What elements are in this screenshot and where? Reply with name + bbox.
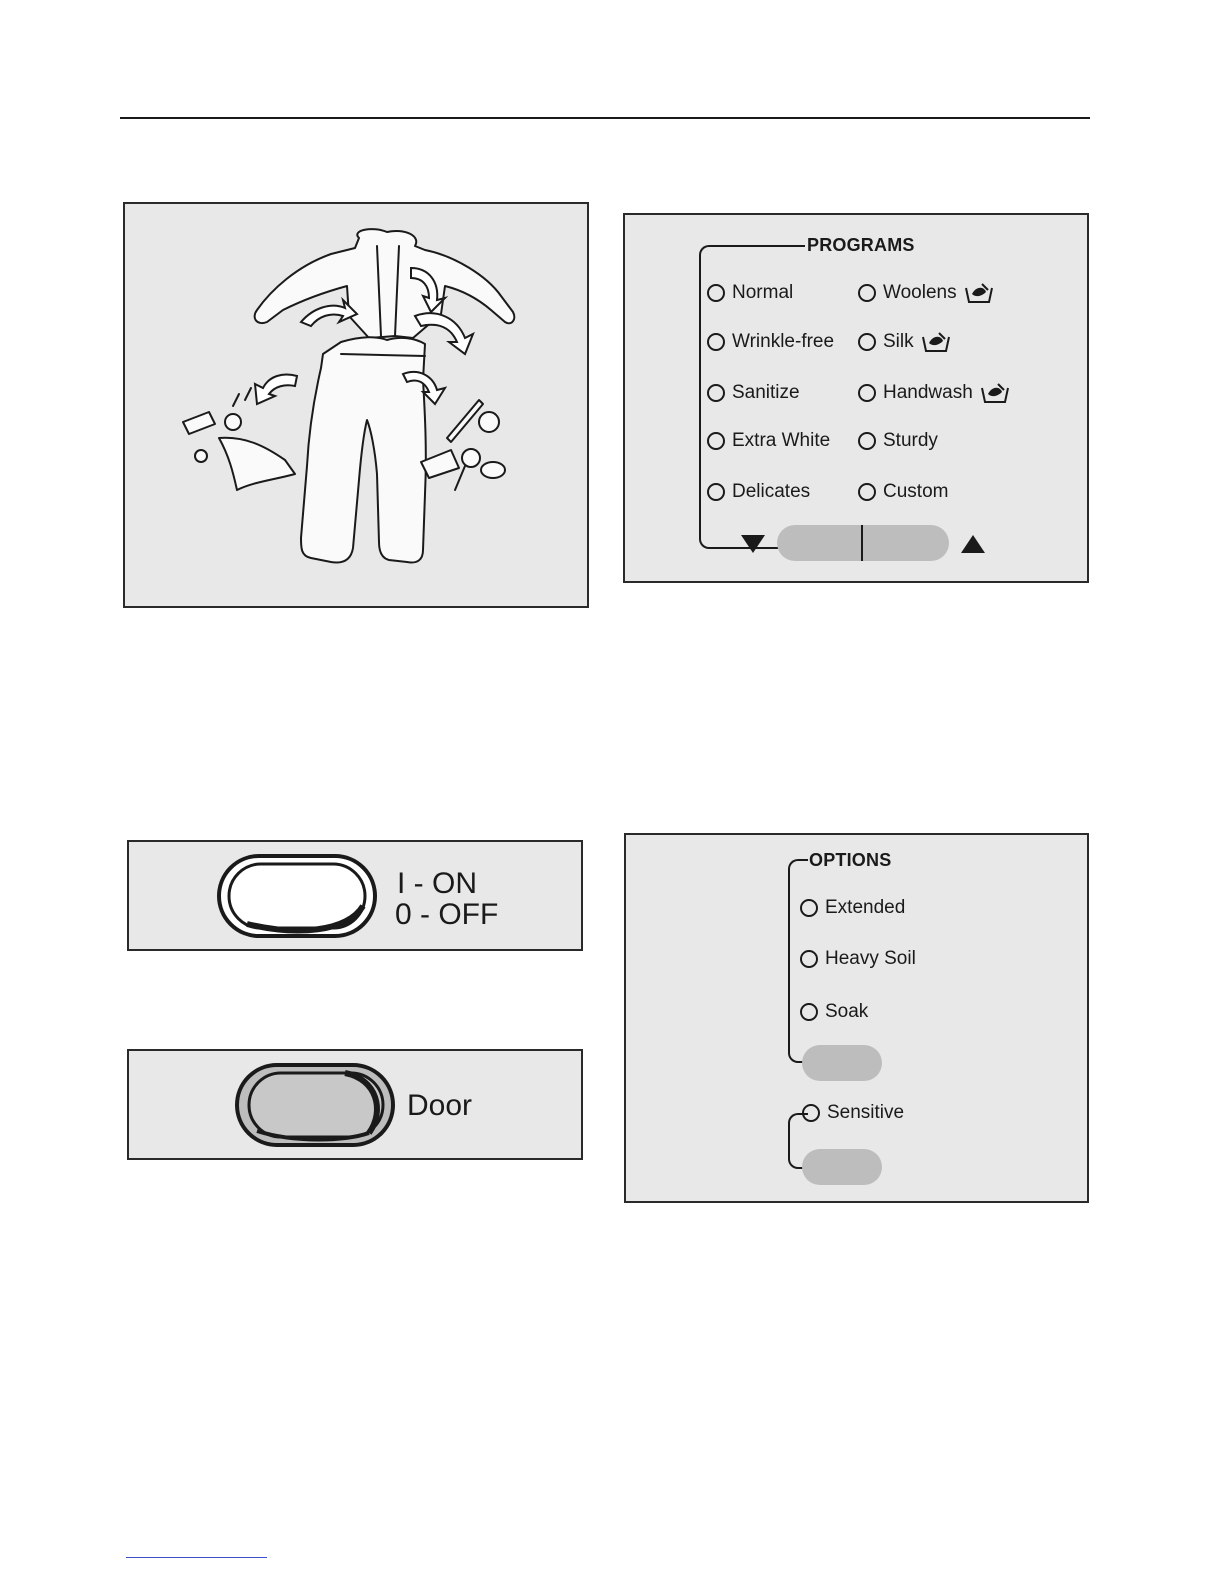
option-label: Heavy Soil — [825, 948, 916, 969]
top-rule — [120, 117, 1090, 119]
trousers-icon — [301, 337, 426, 562]
handkerchief-icon — [219, 438, 295, 490]
programs-panel — [623, 213, 1089, 583]
program-option-sturdy[interactable] — [858, 430, 938, 452]
options-select-button[interactable] — [802, 1045, 882, 1081]
program-label: Sturdy — [883, 430, 938, 451]
option-sensitive[interactable] — [802, 1102, 904, 1124]
indicator-light-icon — [802, 1104, 820, 1122]
program-option-handwash[interactable] — [858, 382, 1010, 404]
program-option-silk[interactable] — [858, 331, 951, 353]
program-label: Handwash — [883, 382, 973, 403]
program-option-custom[interactable] — [858, 481, 948, 503]
door-button-panel — [127, 1049, 583, 1160]
arrow-up-icon — [961, 535, 985, 553]
door-label: Door — [407, 1089, 473, 1122]
program-label: Sanitize — [732, 382, 800, 403]
options-panel — [624, 833, 1089, 1203]
program-selector-button[interactable] — [777, 525, 949, 561]
jacket-icon — [255, 229, 515, 338]
program-option-sanitize[interactable] — [707, 382, 800, 404]
indicator-light-icon — [858, 333, 876, 351]
indicator-light-icon — [858, 483, 876, 501]
empty-pockets-illustration-panel — [123, 202, 589, 608]
program-label: Custom — [883, 481, 949, 502]
power-on-label: I - ON — [397, 867, 477, 900]
power-off-label: 0 - OFF — [395, 898, 499, 931]
indicator-light-icon — [707, 333, 725, 351]
indicator-light-icon — [707, 284, 725, 302]
option-soak[interactable] — [800, 1001, 868, 1023]
program-option-woolens[interactable] — [858, 282, 994, 304]
program-label: Normal — [732, 282, 794, 303]
program-option-normal[interactable] — [707, 282, 793, 304]
handwash-tub-icon — [964, 282, 994, 304]
indicator-light-icon — [800, 950, 818, 968]
program-label: Extra White — [732, 430, 831, 451]
option-label: Extended — [825, 897, 906, 918]
option-label: Soak — [825, 1001, 869, 1022]
programs-heading: PROGRAMS — [807, 235, 915, 255]
door-button[interactable] — [235, 1063, 395, 1147]
program-option-extra-white[interactable] — [707, 430, 830, 452]
indicator-light-icon — [800, 899, 818, 917]
program-option-delicates[interactable] — [707, 481, 810, 503]
handwash-tub-icon — [980, 382, 1010, 404]
program-option-wrinkle-free[interactable] — [707, 331, 834, 353]
program-label: Wrinkle-free — [732, 331, 835, 352]
footer-link-underline — [126, 1557, 267, 1558]
indicator-light-icon — [800, 1003, 818, 1021]
indicator-light-icon — [707, 384, 725, 402]
selector-divider — [861, 525, 863, 561]
handwash-tub-icon — [921, 331, 951, 353]
option-label: Sensitive — [827, 1102, 905, 1123]
indicator-light-icon — [707, 432, 725, 450]
arrow-down-icon — [741, 535, 765, 553]
program-label: Delicates — [732, 481, 811, 502]
indicator-light-icon — [707, 483, 725, 501]
sensitive-button[interactable] — [802, 1149, 882, 1185]
indicator-light-icon — [858, 432, 876, 450]
indicator-light-icon — [858, 384, 876, 402]
options-heading: OPTIONS — [809, 850, 892, 870]
option-heavy-soil[interactable] — [800, 948, 916, 970]
program-label: Woolens — [883, 282, 957, 303]
indicator-light-icon — [858, 284, 876, 302]
program-label: Silk — [883, 331, 914, 352]
option-extended[interactable] — [800, 897, 905, 919]
empty-pockets-illustration — [125, 204, 587, 606]
power-switch-panel — [127, 840, 583, 951]
power-button[interactable] — [217, 854, 377, 938]
